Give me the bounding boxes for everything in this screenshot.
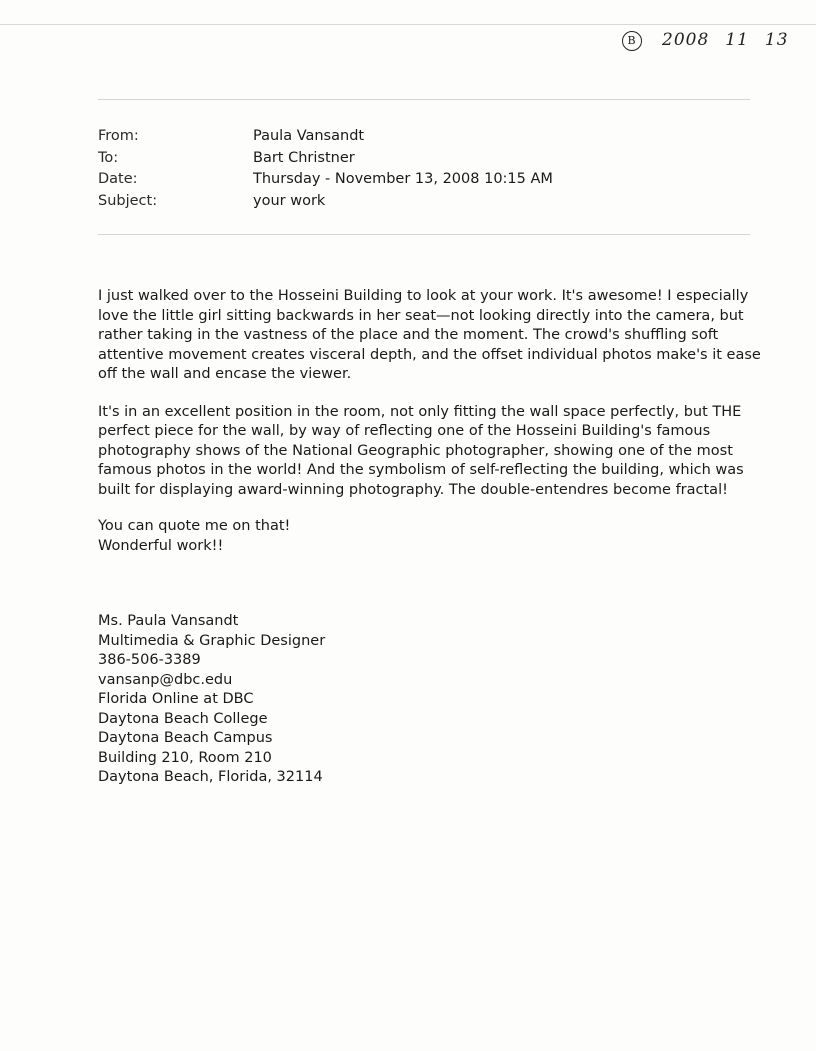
signature-name: Ms. Paula Vansandt xyxy=(98,613,239,629)
body-line: perfect piece for the wall, by way of reflecting one of the Hosseini Building's famous xyxy=(98,423,711,439)
body-line: It's in an excellent position in the room, not only fitting the wall space perfectly, but THE xyxy=(98,403,742,420)
body-paragraph-1 xyxy=(98,287,761,385)
signature-college: Daytona Beach College xyxy=(98,710,268,727)
body-line: famous photos in the world! And the symbolism of self-reflecting the building, which was xyxy=(98,462,744,478)
from-label: From: xyxy=(98,128,139,144)
annotation-month: 11 xyxy=(725,30,749,50)
from-value: Paula Vansandt xyxy=(253,128,365,144)
scan-edge-line xyxy=(0,24,816,25)
date-label: Date: xyxy=(98,171,138,187)
signature-phone: 386-506-3389 xyxy=(98,652,201,668)
signature-address: Daytona Beach, Florida, 32114 xyxy=(98,769,323,785)
body-line: built for displaying award-winning photography. The double-entendres become fractal! xyxy=(98,481,728,498)
email-body xyxy=(98,287,761,518)
closing-line-2: Wonderful work!! xyxy=(98,537,224,554)
date-value: Thursday - November 13, 2008 10:15 AM xyxy=(253,171,553,187)
circled-mark: B xyxy=(622,31,642,51)
body-paragraph-2 xyxy=(98,403,758,501)
annotation-day: 13 xyxy=(764,30,789,50)
to-row xyxy=(98,148,553,170)
from-row xyxy=(98,126,553,148)
subject-value: your work xyxy=(253,192,326,209)
signature-building: Building 210, Room 210 xyxy=(98,749,272,766)
signature-title: Multimedia & Graphic Designer xyxy=(98,632,326,649)
body-line: attentive movement creates visceral depth, and the offset individual photos make's it ease xyxy=(98,346,761,363)
body-line: I just walked over to the Hosseini Building to look at your work. It's awesome! I especially xyxy=(98,288,749,304)
signature-org: Florida Online at DBC xyxy=(98,691,254,707)
to-value: Bart Christner xyxy=(253,149,355,166)
header-top-divider xyxy=(98,99,750,100)
signature-email: vansanp@dbc.edu xyxy=(98,671,233,688)
body-line: photography shows of the National Geographic photographer, showing one of the most xyxy=(98,442,733,459)
signature-campus: Daytona Beach Campus xyxy=(98,730,273,746)
header-bottom-divider xyxy=(98,234,750,235)
annotation-year: 2008 xyxy=(662,30,710,50)
closing-line-1: You can quote me on that! xyxy=(98,518,291,534)
date-row xyxy=(98,169,553,191)
body-line: off the wall and encase the viewer. xyxy=(98,366,352,382)
email-header xyxy=(98,126,553,212)
subject-row xyxy=(98,191,553,213)
body-line: love the little girl sitting backwards in her seat—not looking directly into the camera, but xyxy=(98,307,744,324)
subject-label: Subject: xyxy=(98,192,158,209)
email-signature xyxy=(98,612,325,788)
handwritten-annotation xyxy=(622,30,789,51)
to-label: To: xyxy=(98,149,119,166)
body-line: rather taking in the vastness of the place and the moment. The crowd's shuffling soft xyxy=(98,327,719,343)
email-closing xyxy=(98,517,290,556)
